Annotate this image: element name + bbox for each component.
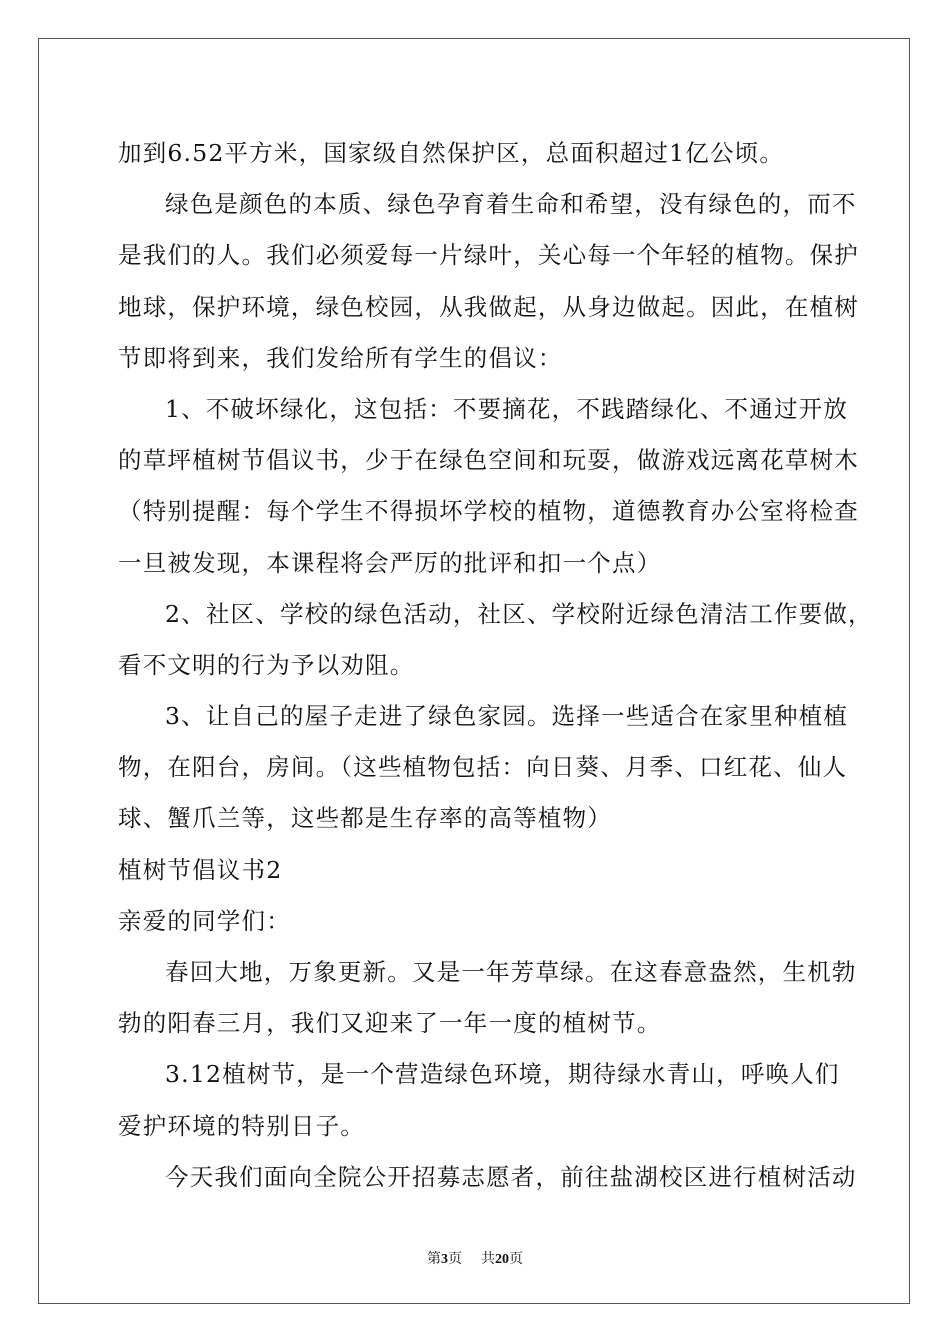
total-prefix: 共 (481, 1252, 495, 1267)
total-page-count: 20 (495, 1252, 509, 1267)
text-line: 爱护环境的特别日子。 (118, 1111, 365, 1140)
total-suffix: 页 (509, 1252, 523, 1267)
text-line: 勃的阳春三月，我们又迎来了一年一度的植树节。 (118, 1009, 662, 1038)
text-line: 一旦被发现，本课程将会严厉的批评和扣一个点） (118, 548, 662, 577)
text-line: 3.12植树节，是一个营造绿色环境，期待绿水青山，呼唤人们 (165, 1060, 840, 1089)
text-line: 春回大地，万象更新。又是一年芳草绿。在这春意盎然，生机勃 (165, 958, 857, 986)
current-page-number: 3 (441, 1252, 448, 1267)
page-prefix: 第 (427, 1252, 441, 1267)
section-heading: 植树节倡议书2 (118, 855, 283, 884)
text-line: 的草坪植树节倡议书，少于在绿色空间和玩耍，做游戏远离花草树木 (118, 446, 859, 475)
text-line: 地球，保护环境，绿色校园，从我做起，从身边做起。因此，在植树 (118, 292, 859, 321)
text-line: 3、让自己的屋子走进了绿色家园。选择一些适合在家里种植植 (165, 702, 849, 731)
salutation: 亲爱的同学们： (118, 906, 291, 935)
text-line: 看不文明的行为予以劝阻。 (118, 650, 415, 679)
text-line: 加到6.52平方米，国家级自然保护区，总面积超过1亿公顷。 (118, 139, 785, 167)
text-line: 2、社区、学校的绿色活动，社区、学校附近绿色清洁工作要做， (165, 599, 873, 628)
text-line: 绿色是颜色的本质、绿色孕育着生命和希望，没有绿色的，而不 (165, 190, 857, 219)
page-suffix: 页 (448, 1252, 462, 1267)
text-line: 是我们的人。我们必须爱每一片绿叶，关心每一个年轻的植物。保护 (118, 241, 859, 270)
text-line: （特别提醒：每个学生不得损坏学校的植物，道德教育办公室将检查 (118, 497, 859, 526)
text-line: 节即将到来，我们发给所有学生的倡议： (118, 343, 563, 372)
document-body (118, 128, 873, 1203)
text-line: 1、不破坏绿化，这包括：不要摘花，不践踏绿化、不通过开放 (165, 394, 849, 423)
text-line: 物，在阳台，房间。（这些植物包括：向日葵、月季、口红花、仙人 (118, 753, 848, 782)
text-line: 今天我们面向全院公开招募志愿者，前往盐湖校区进行植树活动 (165, 1162, 857, 1191)
text-line: 球、蟹爪兰等，这些都是生存率的高等植物） (118, 804, 612, 833)
page-footer (0, 1248, 950, 1268)
